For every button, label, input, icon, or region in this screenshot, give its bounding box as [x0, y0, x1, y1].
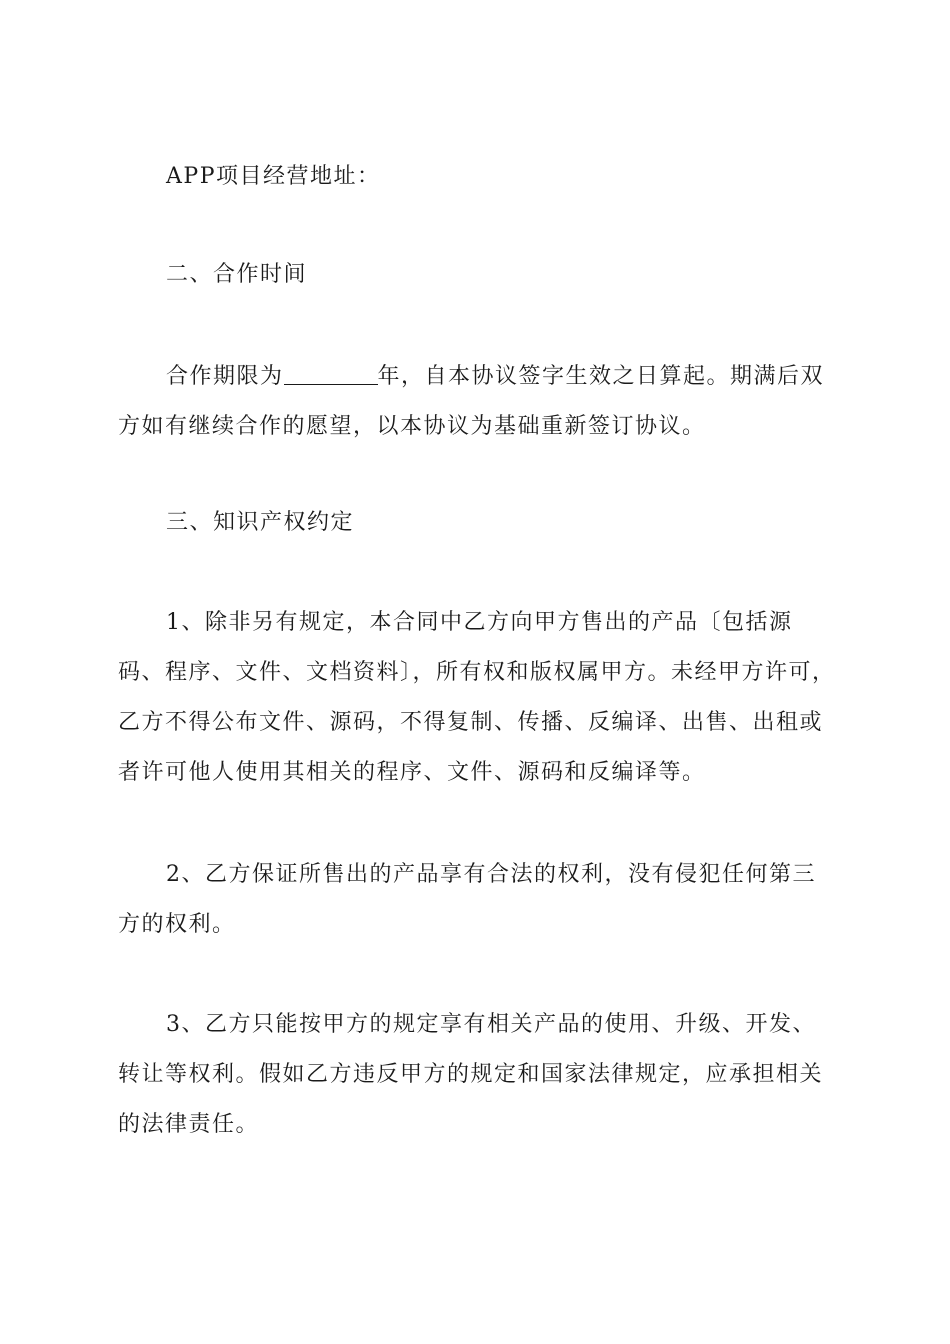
ip-clause-1: 1、除非另有规定，本合同中乙方向甲方售出的产品〔包括源码、程序、文件、文档资料〕，所有权和版权属甲方。未经甲方许可，乙方不得公布文件、源码，不得复制、传播、反编译、出售、出租或者许可他人使用其相关的程序、文件、源码和反编译等。	[118, 610, 836, 785]
cooperation-term-paragraph	[118, 352, 838, 452]
address-label: APP项目经营地址：	[166, 164, 381, 189]
section-heading-cooperation-time: 二、合作时间	[166, 262, 308, 287]
ip-clause-3: 3、乙方只能按甲方的规定享有相关产品的使用、升级、开发、转让等权利。假如乙方违反甲方的规定和国家法律规定，应承担相关的法律责任。	[118, 1012, 824, 1137]
term-text-before: 合作期限为	[166, 364, 284, 389]
ip-clause-2: 2、乙方保证所售出的产品享有合法的权利，没有侵犯任何第三方的权利。	[118, 862, 816, 937]
section-heading-intellectual-property: 三、知识产权约定	[166, 510, 355, 535]
term-text-after: 年，自本协议签字生效之日算起。期满后双方如有继续合作的愿望，以本协议为基础重新签订协议。	[118, 364, 825, 439]
term-years-blank	[284, 362, 378, 385]
